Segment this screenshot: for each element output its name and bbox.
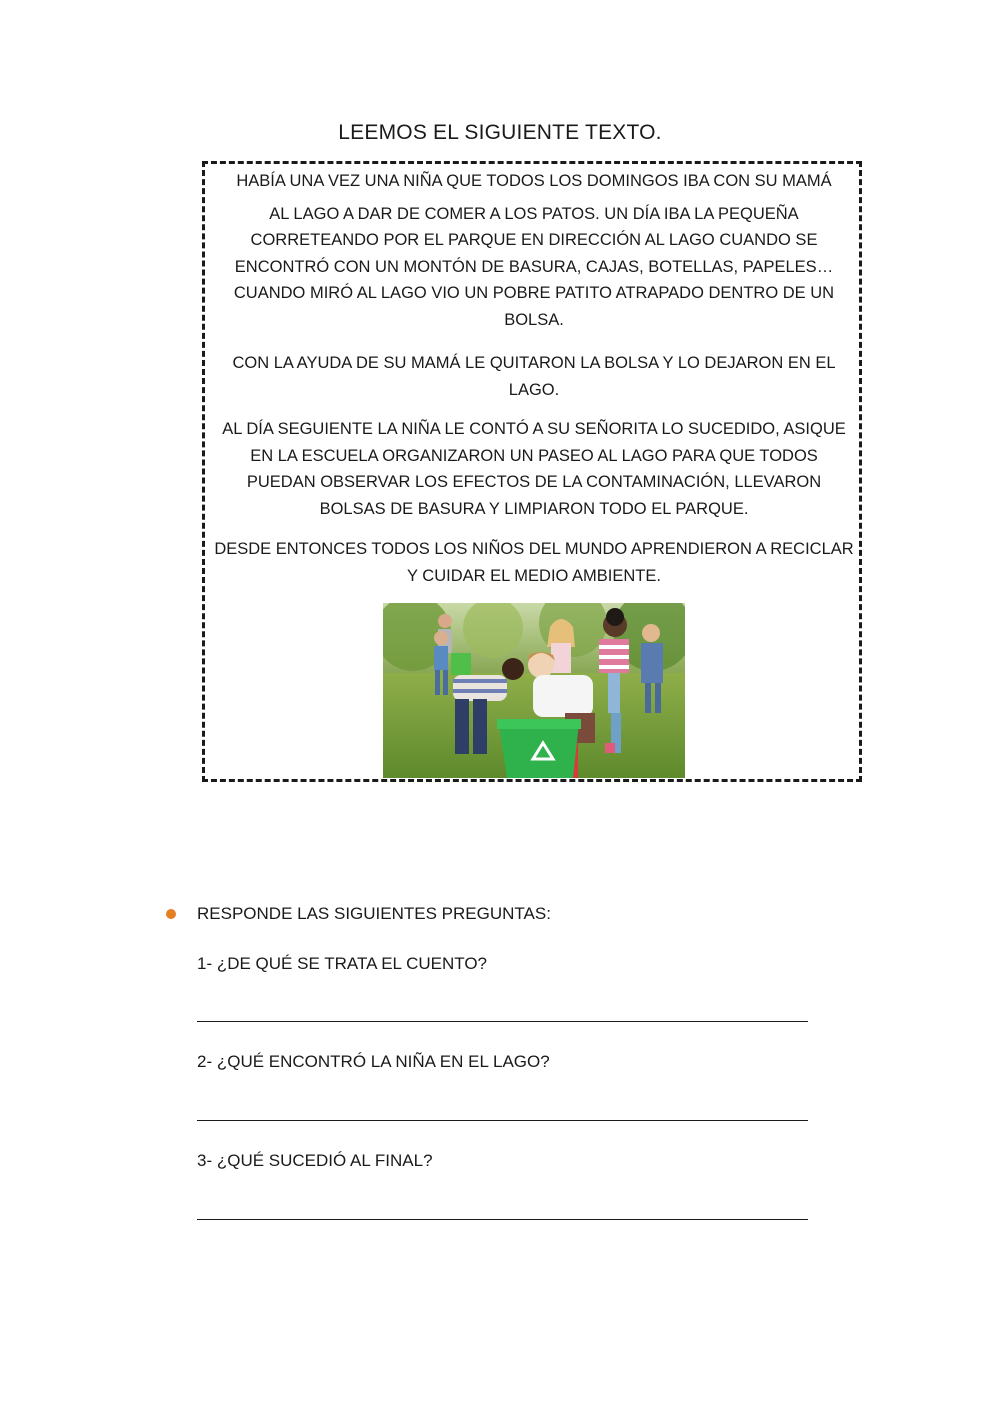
story-line: CUANDO MIRÓ AL LAGO VIO UN POBRE PATITO ATRAPADO DENTRO DE UN (233, 284, 835, 302)
answer-line-1[interactable] (197, 1021, 808, 1022)
story-line: LAGO. (508, 380, 560, 399)
story-paragraph-4 (212, 536, 856, 589)
story-line: HABÍA UNA VEZ UNA NIÑA QUE TODOS LOS DOMINGOS IBA CON SU MAMÁ (236, 172, 832, 190)
story-line: ENCONTRÓ CON UN MONTÓN DE BASURA, CAJAS, BOTELLAS, PAPELES… (234, 257, 834, 276)
story-paragraph-2 (212, 350, 856, 403)
answer-line-3[interactable] (197, 1219, 808, 1220)
bullet-icon (166, 909, 176, 919)
children-recycling-photo (383, 603, 685, 778)
story-paragraph-3 (212, 416, 856, 522)
story-line: PUEDAN OBSERVAR LOS EFECTOS DE LA CONTAMINACIÓN, LLEVARON (246, 473, 822, 491)
story-line: DESDE ENTONCES TODOS LOS NIÑOS DEL MUNDO APRENDIERON A RECICLAR (214, 540, 854, 558)
answer-line-2[interactable] (197, 1120, 808, 1121)
story-line: BOLSAS DE BASURA Y LIMPIARON TODO EL PARQUE. (319, 499, 749, 518)
question-1: 1- ¿DE QUÉ SE TRATA EL CUENTO? (197, 954, 488, 973)
story-line: CORRETEANDO POR EL PARQUE EN DIRECCIÓN AL LAGO CUANDO SE (250, 231, 818, 249)
story-line: EN LA ESCUELA ORGANIZARON UN PASEO AL LAGO PARA QUE TODOS (250, 446, 818, 465)
task-instruction: RESPONDE LAS SIGUIENTES PREGUNTAS: (197, 904, 551, 923)
story-line: AL LAGO A DAR DE COMER A LOS PATOS. UN DÍA IBA LA PEQUEÑA (269, 204, 799, 223)
story-line: CON LA AYUDA DE SU MAMÁ LE QUITARON LA BOLSA Y LO DEJARON EN EL (232, 354, 836, 372)
question-2: 2- ¿QUÉ ENCONTRÓ LA NIÑA EN EL LAGO? (197, 1052, 550, 1071)
story-paragraph-1 (212, 168, 856, 333)
story-line: AL DÍA SEGUIENTE LA NIÑA LE CONTÓ A SU SEÑORITA LO SUCEDIDO, ASIQUE (222, 420, 846, 438)
worksheet-title: LEEMOS EL SIGUIENTE TEXTO. (338, 121, 662, 144)
photo-illustration (383, 603, 685, 778)
story-line: Y CUIDAR EL MEDIO AMBIENTE. (407, 566, 661, 585)
story-line: BOLSA. (504, 310, 564, 329)
question-3: 3- ¿QUÉ SUCEDIÓ AL FINAL? (197, 1151, 433, 1170)
